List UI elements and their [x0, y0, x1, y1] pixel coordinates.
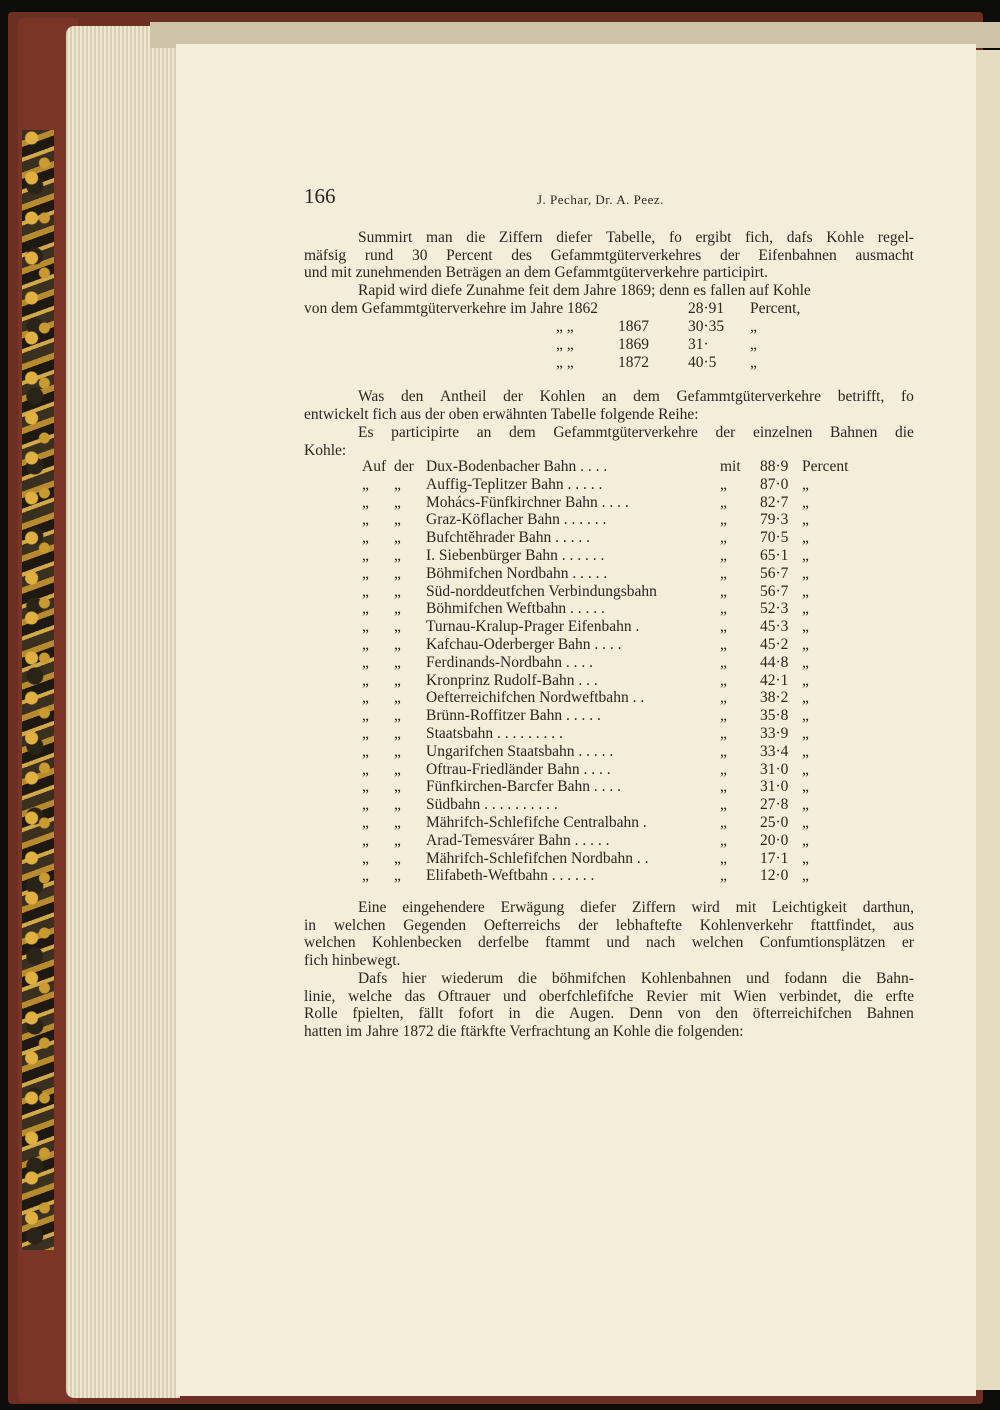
row-article: „: [394, 600, 401, 618]
table-row: [362, 778, 882, 796]
row-mit: „: [720, 689, 727, 707]
text-line: und mit zunehmenden Beträgen an dem Gefammtgüterverkehre participirt.: [304, 264, 768, 282]
row-article: „: [394, 796, 401, 814]
coal-percent-value: 31·0: [760, 760, 789, 778]
row-article: „: [394, 831, 401, 849]
year-unit: „: [750, 354, 757, 371]
row-prefix: „: [362, 564, 369, 582]
table-row: [362, 583, 882, 601]
railway-name: Brünn-Roffitzer Bahn . . . . .: [426, 707, 601, 725]
row-prefix: „: [362, 831, 369, 849]
row-unit: „: [802, 547, 809, 564]
text-line: Rapid wird diefe Zunahme feit dem Jahre 1869; denn es fallen auf Kohle: [358, 282, 811, 299]
railway-name: Mohács-Fünfkirchner Bahn . . . .: [426, 493, 629, 511]
year-unit: „: [750, 336, 757, 353]
row-unit: „: [802, 778, 809, 796]
coal-percent-value: 35·8: [760, 707, 789, 725]
ditto-mark: „ „: [556, 318, 574, 335]
row-article: „: [394, 582, 401, 600]
row-mit: „: [720, 653, 727, 671]
row-mit: „: [720, 475, 727, 493]
coal-percent-value: 88·9: [760, 458, 789, 475]
railway-name: Graz-Köflacher Bahn . . . . . .: [426, 511, 607, 529]
row-prefix: Auf: [362, 458, 387, 475]
row-unit: „: [802, 725, 809, 742]
railway-name: Südbahn . . . . . . . . . .: [426, 796, 558, 814]
coal-percent-value: 33·4: [760, 742, 789, 760]
table-row: [362, 832, 882, 850]
row-unit: „: [802, 849, 809, 867]
row-unit: „: [802, 742, 809, 760]
table-row: [362, 529, 882, 547]
year-value: 1867: [618, 318, 649, 335]
row-mit: „: [720, 814, 727, 831]
table-row: [362, 867, 882, 885]
year-percent: 31·: [688, 336, 709, 353]
coal-percent-value: 56·7: [760, 582, 789, 600]
text-line: von dem Gefammtgüterverkehre im Jahre 1862: [304, 299, 598, 317]
row-mit: „: [720, 742, 727, 760]
railway-name: Staatsbahn . . . . . . . . .: [426, 725, 563, 742]
row-mit: „: [720, 564, 727, 582]
row-unit: „: [802, 653, 809, 671]
row-unit: „: [802, 796, 809, 814]
coal-percent-value: 42·1: [760, 671, 789, 689]
row-article: „: [394, 653, 401, 671]
coal-percent-value: 25·0: [760, 814, 789, 831]
page-stack-edge: [66, 26, 180, 1398]
row-prefix: „: [362, 725, 369, 742]
railway-name: Ferdinands-Nordbahn . . . .: [426, 653, 594, 671]
coal-percent-value: 44·8: [760, 653, 789, 671]
row-unit: „: [802, 600, 809, 618]
row-prefix: „: [362, 493, 369, 511]
row-mit: „: [720, 867, 727, 885]
row-unit: „: [802, 814, 809, 831]
railway-name: Ungarifchen Staatsbahn . . . . .: [426, 742, 614, 760]
row-mit: „: [720, 707, 727, 725]
row-prefix: „: [362, 742, 369, 760]
row-unit: „: [802, 671, 809, 689]
railway-name: Böhmifchen Nordbahn . . . . .: [426, 564, 608, 582]
row-mit: „: [720, 760, 727, 778]
text-line: Es participirte an dem Gefammtgüterverkehre der einzelnen Bahnen die: [358, 424, 914, 441]
table-row: [362, 547, 882, 565]
table-row: [362, 636, 882, 654]
table-row: [362, 618, 882, 636]
marbled-edge: [22, 130, 54, 1250]
row-prefix: „: [362, 529, 369, 547]
row-prefix: „: [362, 689, 369, 707]
table-row: [362, 689, 882, 707]
row-mit: „: [720, 725, 727, 742]
row-article: „: [394, 725, 401, 742]
row-prefix: „: [362, 653, 369, 671]
text-line: fich hinbewegt.: [304, 951, 401, 969]
table-row: [362, 476, 882, 494]
table-row: [362, 743, 882, 761]
coal-percent-value: 27·8: [760, 796, 789, 814]
row-mit: „: [720, 511, 727, 529]
table-row: [362, 494, 882, 512]
row-article: „: [394, 778, 401, 796]
year-unit: Percent,: [750, 300, 801, 317]
railway-name: I. Siebenbürger Bahn . . . . . .: [426, 547, 605, 564]
coal-percent-value: 56·7: [760, 564, 789, 582]
row-mit: „: [720, 849, 727, 867]
row-article: „: [394, 671, 401, 689]
coal-percent-value: 52·3: [760, 600, 789, 618]
table-row: [362, 725, 882, 743]
coal-percent-value: 12·0: [760, 867, 789, 885]
table-row: [362, 458, 882, 476]
running-head: J. Pechar, Dr. A. Peez.: [537, 192, 664, 207]
row-unit: „: [802, 707, 809, 725]
row-unit: „: [802, 636, 809, 653]
row-article: „: [394, 742, 401, 760]
text-line: Was den Antheil der Kohlen an dem Gefammtgüterverkehre betrifft, fo: [358, 388, 914, 405]
row-prefix: „: [362, 760, 369, 778]
year-row: [556, 354, 816, 372]
row-mit: „: [720, 582, 727, 600]
table-row: [362, 707, 882, 725]
row-article: der: [394, 458, 414, 475]
row-prefix: „: [362, 511, 369, 529]
row-article: „: [394, 707, 401, 725]
row-unit: „: [802, 493, 809, 511]
text-line: in welchen Gegenden Oefterreichs der lebhaftefte Kohlenverkehr ftattfindet, aus: [304, 916, 914, 934]
row-unit: „: [802, 760, 809, 778]
facing-page-edge: [974, 50, 1000, 1390]
year-percent: 28·91: [688, 300, 725, 317]
row-article: „: [394, 689, 401, 707]
table-row: [362, 565, 882, 583]
table-row: [362, 761, 882, 779]
row-unit: Percent: [802, 458, 849, 475]
row-unit: „: [802, 564, 809, 582]
row-article: „: [394, 547, 401, 564]
row-unit: „: [802, 475, 809, 493]
text-line: welchen Kohlenbecken derfelbe ftammt und nach welchen Confumtionsplätzen er: [304, 934, 914, 952]
row-article: „: [394, 475, 401, 493]
coal-percent-value: 82·7: [760, 493, 789, 511]
row-mit: „: [720, 600, 727, 618]
railway-name: Kronprinz Rudolf-Bahn . . .: [426, 671, 598, 689]
railway-name: Bufchtĕhrader Bahn . . . . .: [426, 529, 590, 547]
coal-percent-value: 20·0: [760, 831, 789, 849]
railway-name: Süd-norddeutfchen Verbindungsbahn: [426, 582, 657, 600]
year-row: [556, 318, 816, 336]
row-prefix: „: [362, 814, 369, 831]
row-prefix: „: [362, 707, 369, 725]
row-mit: mit: [720, 458, 741, 475]
text-line: Eine eingehendere Erwägung diefer Ziffern wird mit Leichtigkeit darthun,: [358, 899, 914, 916]
row-prefix: „: [362, 547, 369, 564]
railway-name: Oftrau-Friedländer Bahn . . . .: [426, 760, 611, 778]
year-percent: 40·5: [688, 354, 717, 371]
row-article: „: [394, 564, 401, 582]
row-prefix: „: [362, 600, 369, 618]
row-article: „: [394, 636, 401, 653]
table-row: [362, 511, 882, 529]
year-value: 1872: [618, 354, 649, 371]
row-article: „: [394, 511, 401, 529]
railway-name: Kafchau-Oderberger Bahn . . . .: [426, 636, 622, 653]
text-line: Kohle:: [304, 441, 347, 459]
railway-name: Auffig-Teplitzer Bahn . . . . .: [426, 475, 603, 493]
paragraph-4: [304, 424, 914, 459]
row-prefix: „: [362, 671, 369, 689]
table-row: [362, 796, 882, 814]
text-line: Rolle fpielten, fällt fofort in die Augen. Denn von den öfterreichifchen Bahnen: [304, 1005, 914, 1023]
year-row: [556, 336, 816, 354]
text-line: Summirt man die Ziffern diefer Tabelle, fo ergibt fich, dafs Kohle regel-: [358, 229, 914, 246]
row-prefix: „: [362, 867, 369, 885]
coal-percent-value: 33·9: [760, 725, 789, 742]
row-mit: „: [720, 547, 727, 564]
railway-name: Böhmifchen Weftbahn . . . . .: [426, 600, 605, 618]
year-row: [556, 300, 816, 318]
text-line: linie, welche das Oftrauer und oberfchlefifche Revier mit Wien verbindet, die erfte: [304, 987, 914, 1005]
year-value: 1869: [618, 336, 649, 353]
paragraph-1: [304, 229, 914, 282]
coal-percent-value: 17·1: [760, 849, 789, 867]
table-row: [362, 814, 882, 832]
row-mit: „: [720, 493, 727, 511]
row-unit: „: [802, 689, 809, 707]
railway-name: Mährifch-Schlefifche Centralbahn .: [426, 814, 647, 831]
row-prefix: „: [362, 778, 369, 796]
text-line: mäfsig rund 30 Percent des Gefammtgüterverkehres der Eifenbahnen ausmacht: [304, 246, 914, 264]
row-article: „: [394, 618, 401, 636]
row-unit: „: [802, 582, 809, 600]
row-article: „: [394, 529, 401, 547]
coal-percent-value: 70·5: [760, 529, 789, 547]
row-prefix: „: [362, 618, 369, 636]
row-prefix: „: [362, 636, 369, 653]
table-row: [362, 672, 882, 690]
row-prefix: „: [362, 849, 369, 867]
row-prefix: „: [362, 796, 369, 814]
coal-percent-value: 38·2: [760, 689, 789, 707]
row-mit: „: [720, 636, 727, 653]
row-mit: „: [720, 618, 727, 636]
year-percent: 30·35: [688, 318, 725, 335]
railway-name: Dux-Bodenbacher Bahn . . . .: [426, 458, 608, 475]
paragraph-5: [304, 899, 914, 969]
year-unit: „: [750, 318, 757, 335]
row-mit: „: [720, 671, 727, 689]
row-prefix: „: [362, 582, 369, 600]
row-mit: „: [720, 529, 727, 547]
table-row: [362, 600, 882, 618]
table-row: [362, 654, 882, 672]
row-unit: „: [802, 618, 809, 636]
text-line: hatten im Jahre 1872 die ftärkfte Verfrachtung an Kohle die folgenden:: [304, 1022, 744, 1040]
coal-percent-value: 45·3: [760, 618, 789, 636]
row-unit: „: [802, 511, 809, 529]
row-prefix: „: [362, 475, 369, 493]
row-mit: „: [720, 778, 727, 796]
coal-percent-value: 65·1: [760, 547, 789, 564]
ditto-mark: „ „: [556, 336, 574, 353]
row-unit: „: [802, 529, 809, 547]
coal-percent-value: 45·2: [760, 636, 789, 653]
coal-percent-value: 79·3: [760, 511, 789, 529]
coal-percent-value: 87·0: [760, 475, 789, 493]
row-mit: „: [720, 831, 727, 849]
row-article: „: [394, 814, 401, 831]
railway-name: Elifabeth-Weftbahn . . . . . .: [426, 867, 595, 885]
row-unit: „: [802, 867, 809, 885]
text-line: Dafs hier wiederum die böhmifchen Kohlenbahnen und fodann die Bahn-: [358, 970, 914, 987]
ditto-mark: „ „: [556, 354, 574, 371]
paragraph-6: [304, 970, 914, 1040]
railway-name: Arad-Temesvárer Bahn . . . . .: [426, 831, 610, 849]
table-row: [362, 850, 882, 868]
railway-name: Mährifch-Schlefifchen Nordbahn . .: [426, 849, 649, 867]
text-line: entwickelt fich aus der oben erwähnten Tabelle folgende Reihe:: [304, 405, 699, 423]
paragraph-3: [304, 388, 914, 423]
railway-name: Oefterreichifchen Nordweftbahn . .: [426, 689, 645, 707]
row-article: „: [394, 867, 401, 885]
row-article: „: [394, 493, 401, 511]
row-article: „: [394, 849, 401, 867]
row-mit: „: [720, 796, 727, 814]
railway-name: Fünfkirchen-Barcfer Bahn . . . .: [426, 778, 621, 796]
page-number: 166: [304, 184, 336, 208]
row-article: „: [394, 760, 401, 778]
railway-name: Turnau-Kralup-Prager Eifenbahn .: [426, 618, 640, 636]
row-unit: „: [802, 831, 809, 849]
coal-percent-value: 31·0: [760, 778, 789, 796]
